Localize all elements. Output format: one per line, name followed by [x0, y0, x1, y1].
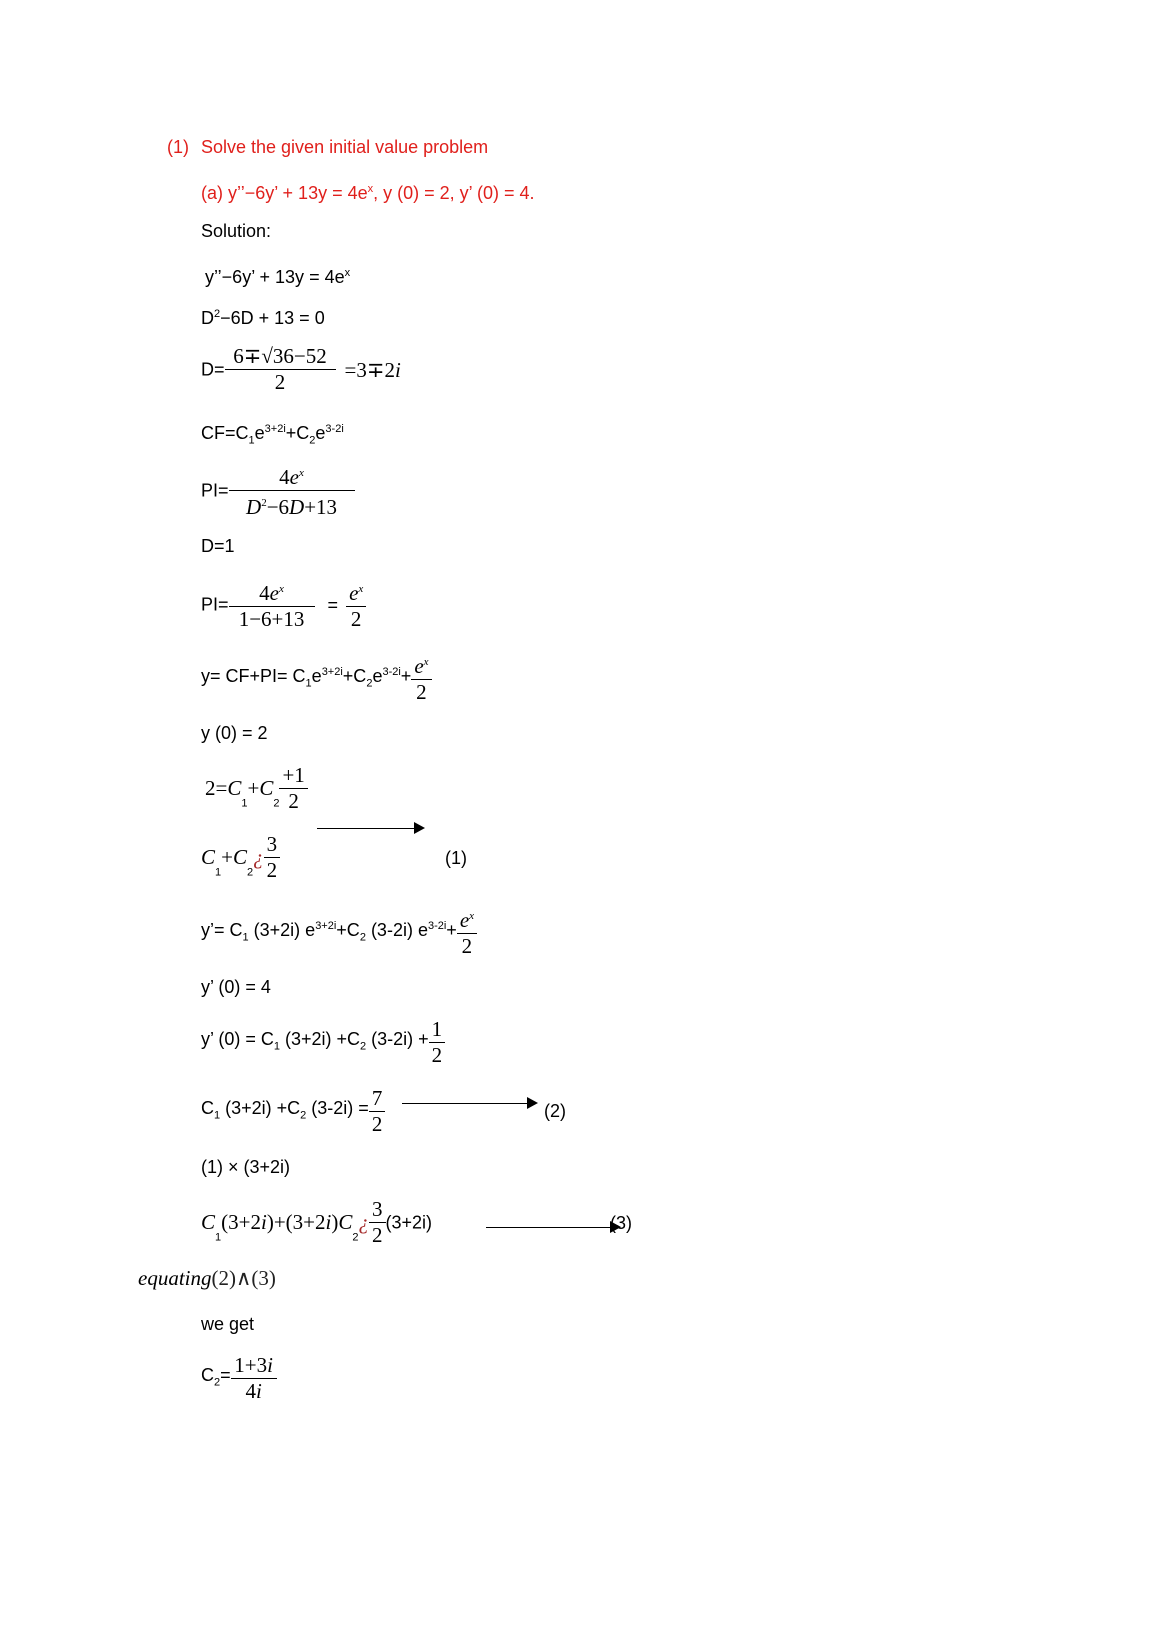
- eq3-sub1: 1: [215, 866, 222, 879]
- eq5-body: [221, 1210, 338, 1234]
- solution-label: Solution:: [201, 221, 272, 241]
- yprime0-mid2: (3-2i) +: [366, 1028, 429, 1049]
- cf-e2: e: [315, 423, 326, 443]
- yprime-plus: +C: [336, 919, 360, 940]
- eq4-den: 2: [371, 1112, 383, 1136]
- ysol-e2: e: [372, 665, 383, 686]
- eq5-sub2: 2: [352, 1231, 359, 1244]
- ode-lhs: y’’−6y’ + 13y = 4e: [205, 267, 345, 287]
- pi1-num-x: x: [299, 467, 304, 479]
- auxiliary-equation: [201, 303, 325, 329]
- particular-integral-general: [201, 461, 355, 520]
- yprime0-sub1: 1: [273, 1040, 280, 1053]
- c2-num: [231, 1353, 277, 1379]
- eq5-body3: ): [331, 1210, 339, 1234]
- eq4-fraction: [369, 1086, 386, 1137]
- pi1-numerator: [229, 461, 355, 491]
- yprime-fraction: [457, 904, 477, 959]
- ode-exp: x: [344, 267, 351, 279]
- ysol-fraction: [411, 650, 431, 705]
- eq3-sub2: 2: [247, 866, 254, 879]
- pi2-num-coef: 4: [259, 581, 270, 605]
- c2-den-i: i: [255, 1379, 262, 1403]
- pi1-denominator: [229, 491, 355, 520]
- yprime-den: 2: [461, 934, 473, 958]
- eq5-den: 2: [372, 1223, 383, 1247]
- yprime0-prefix: y’ (0) = C: [201, 1028, 274, 1049]
- cf-power1: 3+2i: [264, 423, 286, 435]
- problem-equation: y’’−6y’ + 13y = 4e: [228, 183, 368, 203]
- eq5-body2: )+(3+2: [266, 1210, 326, 1234]
- roots-result-value: =3∓2: [344, 357, 395, 382]
- aux-d: D: [201, 308, 214, 328]
- c2-num-a: 1+3: [234, 1353, 268, 1377]
- c2-result: [201, 1353, 277, 1404]
- yprime-sub1: 1: [242, 931, 249, 944]
- eq5-i1: i: [260, 1210, 267, 1234]
- eq4-sub2: 2: [300, 1109, 307, 1122]
- eq2-den: 2: [288, 789, 299, 813]
- pi1-den-b: −6: [266, 495, 290, 519]
- yprime0-sub2: 2: [360, 1040, 367, 1053]
- ysol-plus2: +: [400, 665, 412, 686]
- eq2-num: +1: [279, 763, 307, 789]
- pi1-num-coef: 4: [279, 465, 290, 489]
- yprime0-text: [201, 1028, 429, 1053]
- pi1-den-d2: D: [289, 495, 305, 519]
- pi2-numerator: [229, 577, 315, 607]
- ysol-power1: 3+2i: [321, 665, 343, 678]
- c2-den: [231, 1379, 277, 1404]
- ysol-prefix: y= CF+PI= C: [201, 665, 306, 686]
- yprime-plus2: +: [446, 919, 457, 940]
- ysol-num-e: e: [414, 654, 424, 678]
- question-number: (1): [167, 137, 189, 157]
- general-solution: [201, 650, 432, 705]
- pi2-denominator: 1−6+13: [238, 607, 305, 631]
- yprime-sub2: 2: [359, 931, 366, 944]
- problem-statement: [201, 178, 535, 204]
- pi1-fraction: [229, 461, 355, 520]
- roots-fraction: [225, 344, 336, 395]
- ysol-sub1: 1: [305, 677, 312, 690]
- eq3-num: 3: [264, 832, 281, 858]
- eq2-fraction: [279, 763, 307, 814]
- ysol-num: [411, 650, 431, 680]
- eq5-body1: (3+2: [221, 1210, 261, 1234]
- eq3-c2: C: [232, 845, 247, 869]
- yprime0-fraction: [429, 1017, 446, 1068]
- eq5-num: 3: [369, 1197, 386, 1223]
- c2-prefix: C: [201, 1364, 214, 1385]
- equation-1-tag: (1): [445, 848, 467, 868]
- roots-denominator: 2: [274, 370, 286, 394]
- arrow-line-1: [317, 828, 417, 829]
- ysol-e1: e: [311, 665, 322, 686]
- derivative-solution: [201, 904, 477, 959]
- roots-result: [345, 358, 401, 382]
- eq2-plus: +: [247, 776, 260, 800]
- pi2-num2-x: x: [358, 583, 364, 595]
- cf-sub2: 2: [309, 434, 316, 447]
- ic2-substitution: [201, 1017, 445, 1068]
- arrow-head-1: [414, 822, 425, 834]
- eq3-den: 2: [266, 858, 278, 882]
- equation-2-tag: (2): [544, 1101, 566, 1121]
- eq2-sub1: 1: [241, 797, 248, 810]
- eq3-plus: +: [221, 845, 233, 869]
- roots-line: [201, 344, 401, 395]
- ysol-plus: +C: [342, 665, 367, 686]
- eq4-mid2: (3-2i) =: [306, 1097, 369, 1118]
- pi2-equals: =: [327, 594, 339, 615]
- pi1-den-d: D: [246, 495, 262, 519]
- cf-e1: e: [254, 423, 265, 443]
- yprime-mid2: (3-2i) e: [365, 919, 428, 940]
- roots-numerator: 6∓√36−52: [225, 344, 336, 370]
- yprime-mid1: (3+2i) e: [248, 919, 316, 940]
- d-substitution: D=1: [201, 536, 235, 556]
- eq5-fraction: [369, 1197, 386, 1248]
- yprime0-den: 2: [431, 1043, 443, 1067]
- arrow-head-2: [527, 1097, 538, 1109]
- yprime-num: [457, 904, 477, 934]
- eq4-mid1: (3+2i) +C: [220, 1097, 301, 1118]
- equation-2: [201, 1086, 385, 1137]
- eq5-tail: (3+2i): [385, 1212, 433, 1233]
- equating-refs: (2)∧(3): [211, 1266, 276, 1290]
- aux-rest: −6D + 13 = 0: [220, 308, 325, 328]
- c2-sub: 2: [214, 1376, 221, 1389]
- yprime-power1: 3+2i: [315, 919, 337, 932]
- equating-line: [138, 1266, 276, 1291]
- yprime0-num: 1: [429, 1017, 446, 1043]
- pi2-num-e: e: [269, 581, 279, 605]
- yprime-num-e: e: [459, 908, 470, 932]
- c2-num-i: i: [267, 1353, 273, 1377]
- cf-power2: 3-2i: [325, 423, 344, 435]
- eq5-c2: C: [338, 1210, 353, 1234]
- pi2-num2: [346, 577, 366, 607]
- pi2-fraction: [229, 577, 315, 632]
- eq3-glitch-char: ¿: [253, 845, 264, 869]
- cf-plus: +C: [285, 423, 310, 443]
- c2-equals: =: [220, 1364, 231, 1385]
- c2-lhs: [201, 1364, 231, 1389]
- ysol-den: 2: [416, 680, 427, 704]
- eq2-lhs: 2=: [205, 776, 228, 800]
- equation-3: [201, 1197, 432, 1248]
- equation-1: [201, 832, 280, 883]
- initial-condition-2: y’ (0) = 4: [201, 977, 271, 997]
- we-get: we get: [201, 1314, 255, 1334]
- cf-sub1: 1: [248, 434, 255, 447]
- problem-conditions: , y (0) = 2, y’ (0) = 4.: [373, 183, 535, 203]
- equating-word: equating: [138, 1266, 212, 1290]
- ysol-num-x: x: [423, 656, 429, 668]
- roots-i: i: [394, 357, 401, 382]
- eq2-sub2: 2: [273, 797, 280, 810]
- pi2-num-x: x: [279, 583, 284, 595]
- arrow-line-3: [486, 1227, 614, 1228]
- roots-prefix: D=: [201, 359, 225, 380]
- particular-integral-evaluated: [201, 577, 366, 632]
- problem-label: (a): [201, 183, 223, 203]
- pi2-fraction2: [346, 577, 366, 632]
- ic1-substitution: [205, 763, 308, 814]
- pi2-num2-e: e: [349, 581, 359, 605]
- ysol-sub2: 2: [366, 677, 373, 690]
- cf-prefix: CF=C: [201, 423, 249, 443]
- ode-line: [205, 262, 350, 288]
- eq5-sub1: 1: [215, 1231, 222, 1244]
- pi1-prefix: PI=: [201, 480, 229, 501]
- arrow-line-2: [402, 1103, 530, 1104]
- problem-exponent: x: [367, 183, 374, 195]
- eq3-fraction: [264, 832, 281, 883]
- initial-condition-1: y (0) = 2: [201, 723, 268, 743]
- eq2-c1: C: [227, 776, 242, 800]
- pi1-den-const: +13: [304, 495, 338, 519]
- complementary-function: [201, 418, 344, 452]
- yprime-num-x: x: [469, 910, 475, 922]
- yprime-prefix: y’= C: [201, 919, 243, 940]
- question-title: Solve the given initial value problem: [201, 137, 489, 157]
- yprime-power2: 3-2i: [427, 919, 447, 932]
- ysol-text: [201, 665, 412, 690]
- eq4-sub1: 1: [214, 1109, 221, 1122]
- pi1-den-sq: 2: [261, 497, 267, 509]
- multiplication-step: (1) × (3+2i): [201, 1157, 291, 1177]
- equation-3-tag: (3): [610, 1213, 632, 1233]
- pi2-prefix: PI=: [201, 594, 229, 615]
- eq3-c1: C: [201, 845, 216, 869]
- aux-square: 2: [214, 308, 221, 320]
- eq5-c1: C: [201, 1210, 216, 1234]
- eq5-glitch-char: ¿: [358, 1210, 369, 1234]
- c2-den-a: 4: [245, 1379, 256, 1403]
- pi2-den2: 2: [350, 607, 362, 631]
- eq5-i2: i: [325, 1210, 332, 1234]
- eq2-c2: C: [259, 776, 274, 800]
- eq4-text: [201, 1097, 369, 1122]
- yprime0-mid1: (3+2i) +C: [279, 1028, 361, 1049]
- yprime-text: [201, 919, 457, 944]
- eq4-prefix: C: [201, 1097, 214, 1118]
- c2-fraction: [231, 1353, 277, 1404]
- eq4-num: 7: [369, 1086, 386, 1112]
- ysol-power2: 3-2i: [382, 665, 401, 678]
- pi1-num-e: e: [289, 465, 299, 489]
